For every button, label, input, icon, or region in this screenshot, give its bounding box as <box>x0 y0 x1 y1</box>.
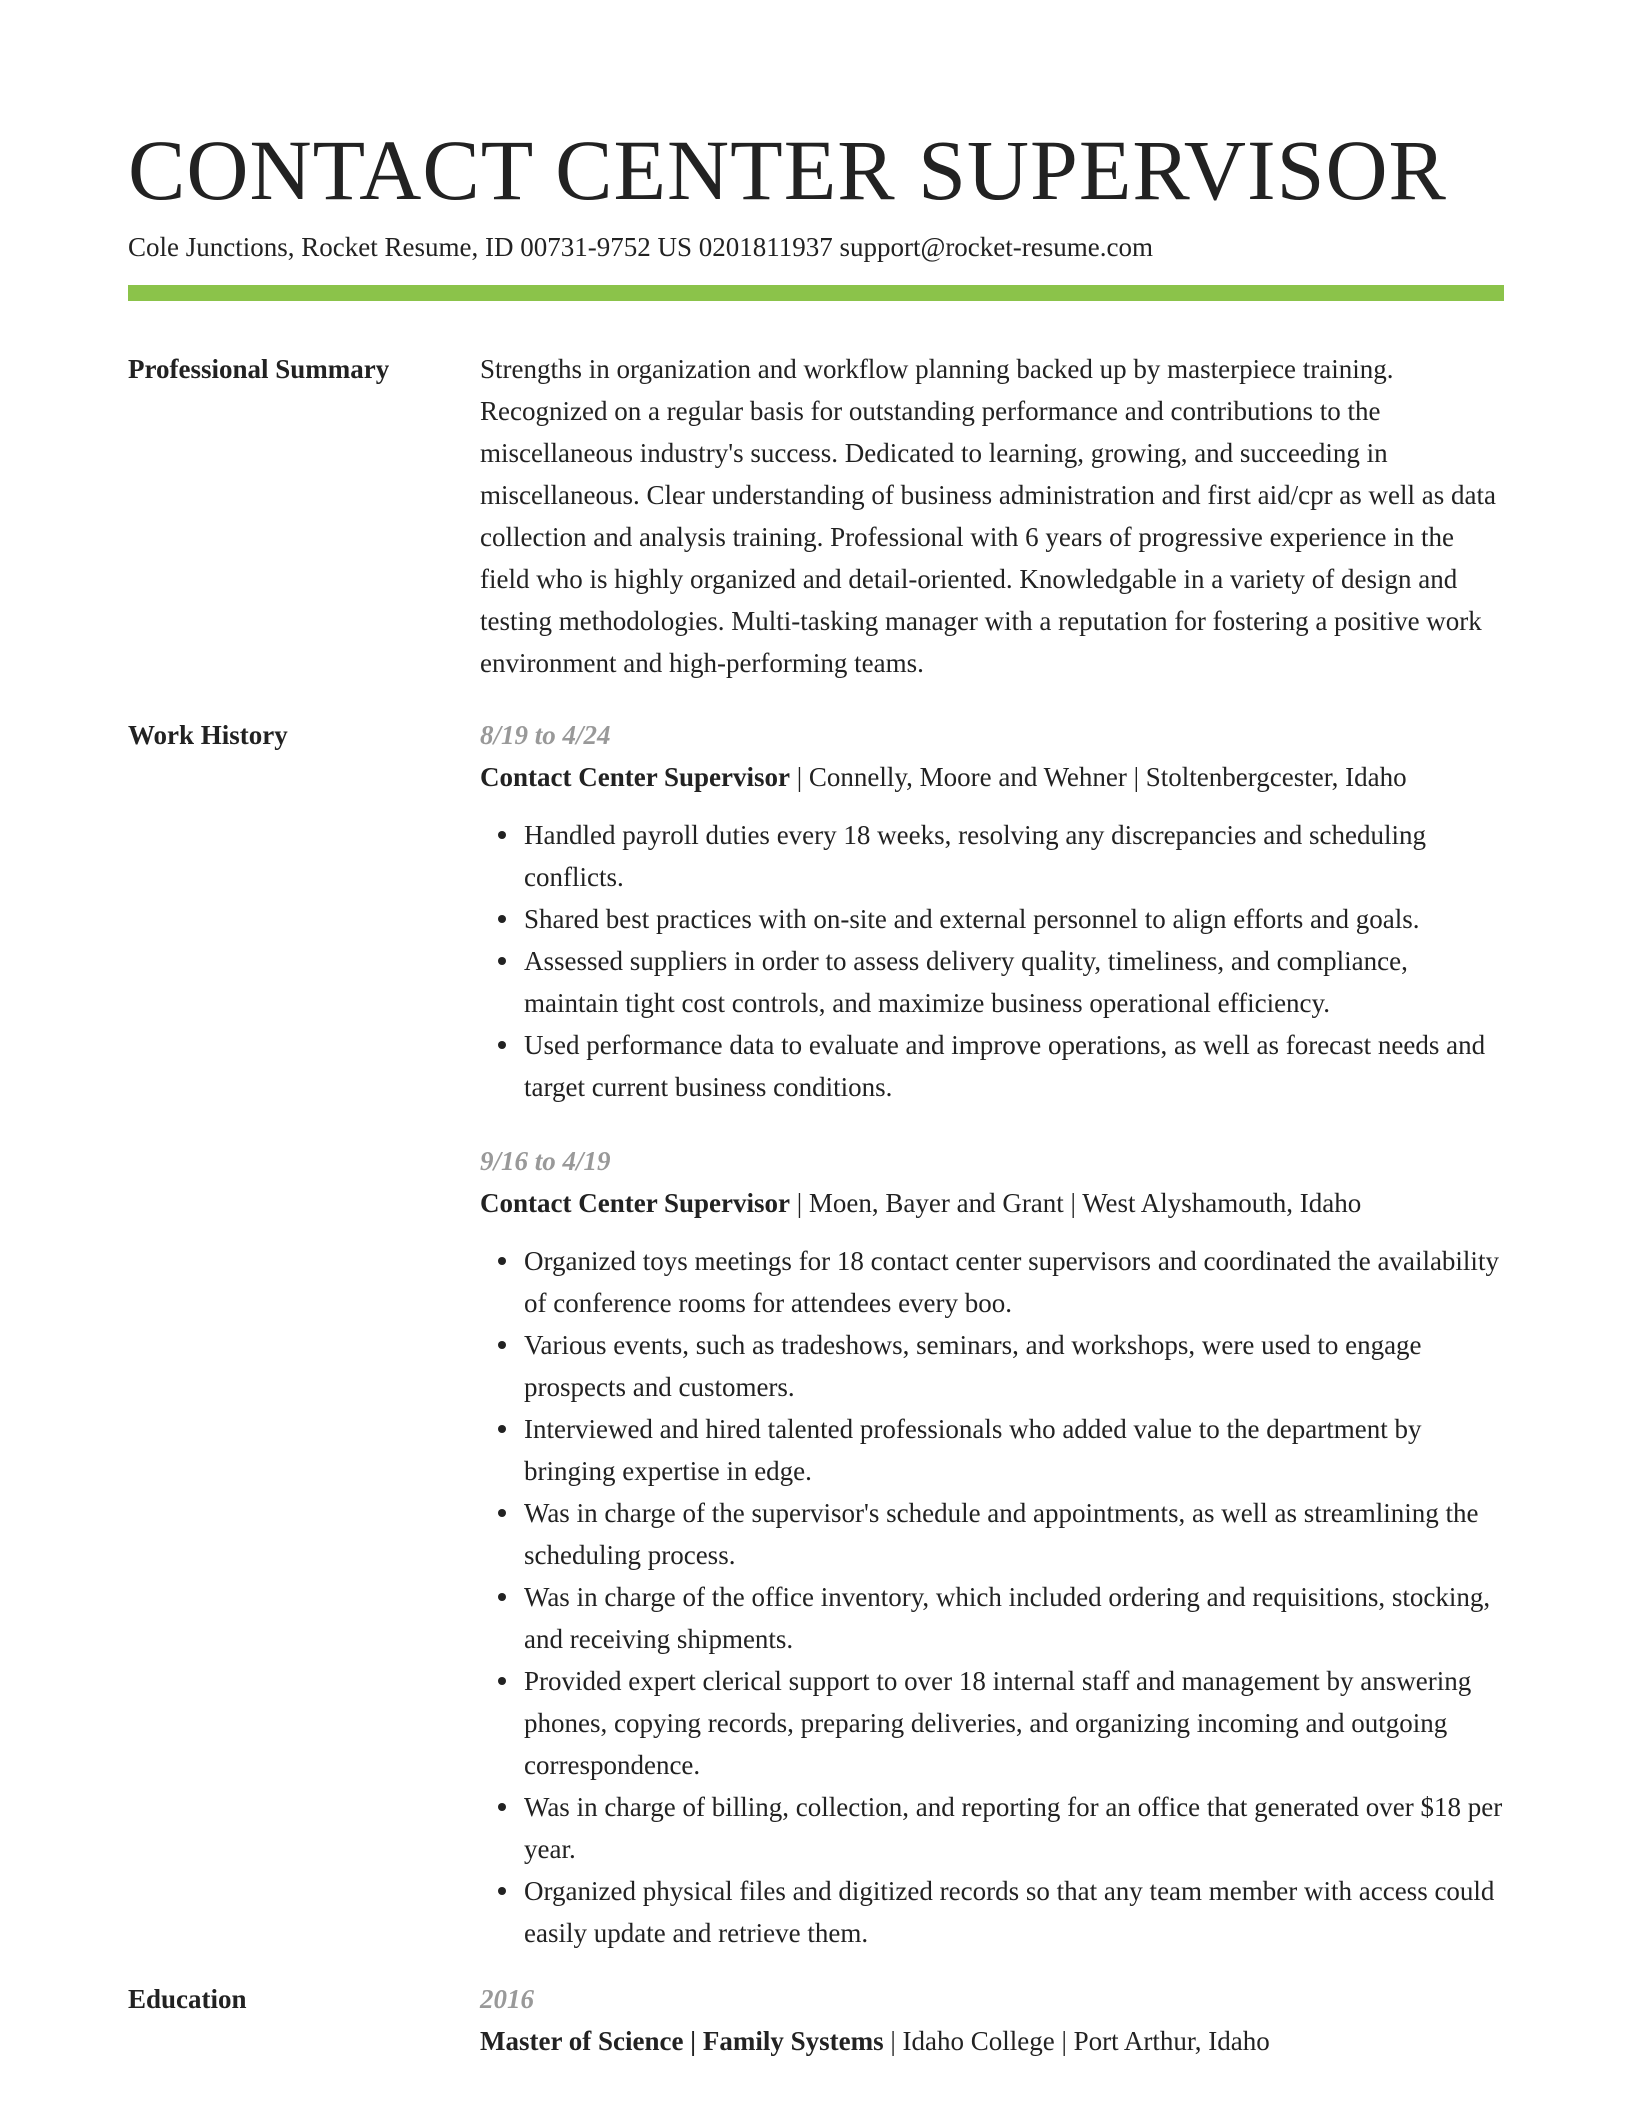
summary-body <box>480 348 1504 684</box>
list-item: Was in charge of the supervisor's schedule and appointments, as well as streamlining the scheduling process. <box>524 1492 1504 1576</box>
page-title: CONTACT CENTER SUPERVISOR <box>128 122 1447 218</box>
list-item: Organized toys meetings for 18 contact center supervisors and coordinated the availability of conference rooms for attendees every boo. <box>524 1240 1504 1324</box>
education-degree: Master of Science | Family Systems <box>480 2026 884 2056</box>
job-dates: 8/19 to 4/24 <box>480 720 611 750</box>
job-entry <box>480 1140 1504 1954</box>
contact-line: Cole Junctions, Rocket Resume, ID 00731-9752 US 0201811937 support@rocket-resume.com <box>128 232 1153 262</box>
job-role: Contact Center Supervisor <box>480 762 790 792</box>
work-history-body <box>480 714 1504 1954</box>
list-item: Handled payroll duties every 18 weeks, resolving any discrepancies and scheduling conflicts. <box>524 814 1504 898</box>
list-item: Was in charge of billing, collection, and reporting for an office that generated over $18 per year. <box>524 1786 1504 1870</box>
job-employer-location: | Moen, Bayer and Grant | West Alyshamouth, Idaho <box>789 1188 1362 1218</box>
list-item: Various events, such as tradeshows, seminars, and workshops, were used to engage prospects and customers. <box>524 1324 1504 1408</box>
education-body <box>480 1978 1504 2062</box>
education-school-location: | Idaho College | Port Arthur, Idaho <box>883 2026 1270 2056</box>
list-item: Interviewed and hired talented professionals who added value to the department by bringing expertise in edge. <box>524 1408 1504 1492</box>
job-bullet-list <box>480 1240 1504 1954</box>
list-item: Provided expert clerical support to over 18 internal staff and management by answering phones, copying records, preparing deliveries, and organizing incoming and outgoing correspondence. <box>524 1660 1504 1786</box>
job-title-line <box>480 1182 1504 1224</box>
job-entry <box>480 714 1504 1108</box>
accent-divider <box>128 285 1504 301</box>
resume-header <box>128 120 1504 264</box>
education-heading: Education <box>128 1984 247 2014</box>
list-item: Was in charge of the office inventory, which included ordering and requisitions, stocking, and receiving shipments. <box>524 1576 1504 1660</box>
list-item: Used performance data to evaluate and improve operations, as well as forecast needs and target current business conditions. <box>524 1024 1504 1108</box>
education-degree-line <box>480 2020 1504 2062</box>
summary-text: Strengths in organization and workflow planning backed up by masterpiece training. Recognized on a regular basis for outstanding performance and contributions to the miscellaneous industry's success. Dedicated to learning, growing, and succeeding in miscellaneous. Clear understanding of business administration and first aid/cpr as well as data collection and analysis training. Professional with 6 years of progressive experience in the field who is highly organized and detail-oriented. Knowledgable in a variety of design and testing methodologies. Multi-tasking manager with a reputation for fostering a positive work environment and high-performing teams. <box>480 354 1496 678</box>
work-history-heading: Work History <box>128 720 288 750</box>
job-role: Contact Center Supervisor <box>480 1188 790 1218</box>
list-item: Organized physical files and digitized records so that any team member with access could easily update and retrieve them. <box>524 1870 1504 1954</box>
list-item: Assessed suppliers in order to assess delivery quality, timeliness, and compliance, maintain tight cost controls, and maximize business operational efficiency. <box>524 940 1504 1024</box>
job-bullet-list <box>480 814 1504 1108</box>
list-item: Shared best practices with on-site and external personnel to align efforts and goals. <box>524 898 1504 940</box>
job-employer-location: | Connelly, Moore and Wehner | Stoltenbergcester, Idaho <box>789 762 1407 792</box>
summary-heading: Professional Summary <box>128 354 390 384</box>
education-year: 2016 <box>480 1984 534 2014</box>
job-title-line <box>480 756 1504 798</box>
job-dates: 9/16 to 4/19 <box>480 1146 611 1176</box>
